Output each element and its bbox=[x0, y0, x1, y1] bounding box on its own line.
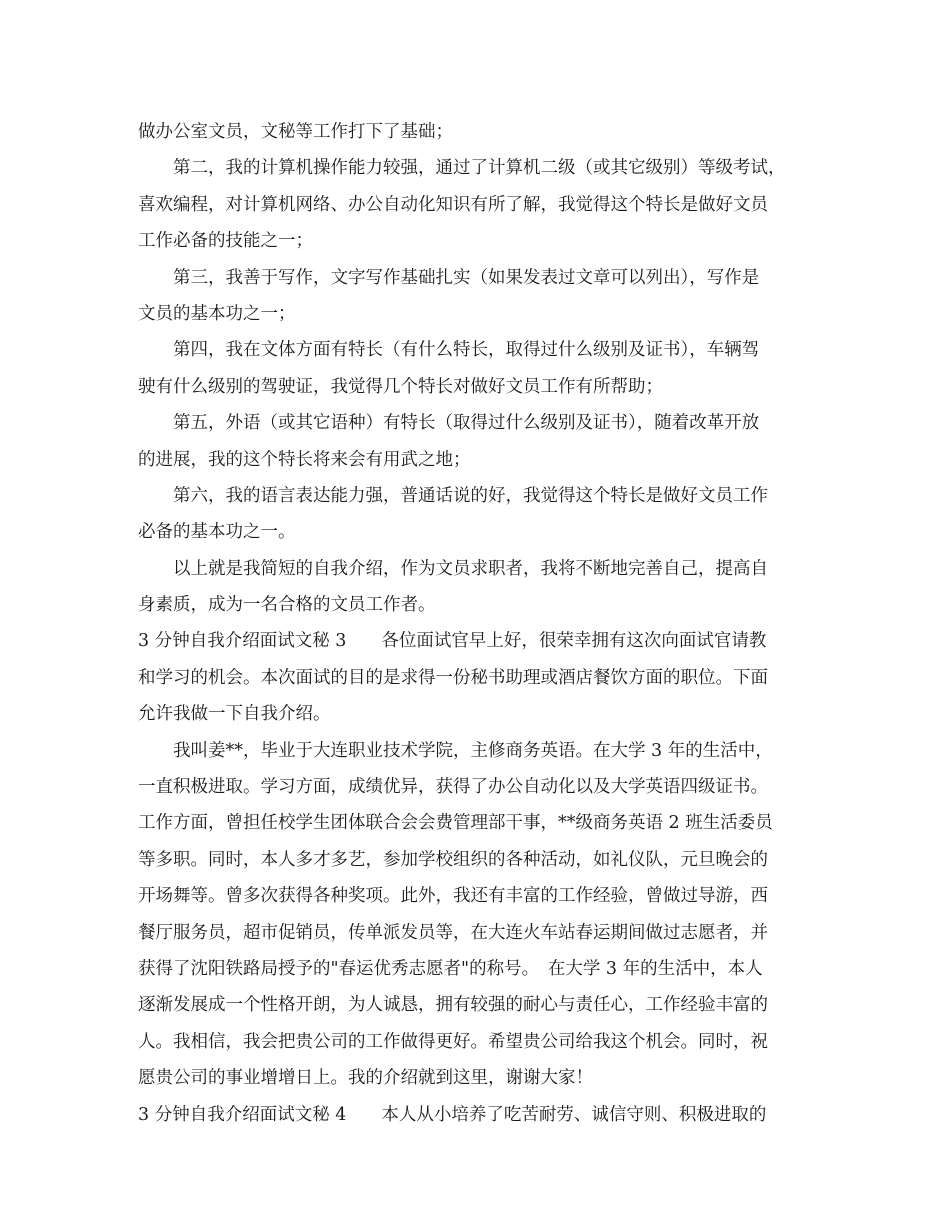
section-heading-line: 3 分钟自我介绍面试文秘 3 各位面试官早上好，很荣幸拥有这次向面试官请教 bbox=[138, 631, 767, 652]
text-line: 喜欢编程，对计算机网络、办公自动化知识有所了解，我觉得这个特长是做好文员 bbox=[138, 194, 768, 215]
paragraph-start-line: 以上就是我简短的自我介绍，作为文员求职者，我将不断地完善自己，提高自 bbox=[173, 558, 768, 579]
text-line: 允许我做一下自我介绍。 bbox=[138, 704, 331, 725]
text-line: 文员的基本功之一； bbox=[138, 303, 296, 324]
text-line: 获得了沈阳铁路局授予的"春运优秀志愿者"的称号。 在大学 3 年的生活中，本人 bbox=[138, 958, 763, 979]
text-line: 工作必备的技能之一； bbox=[138, 231, 313, 252]
paragraph-start-line: 第五，外语（或其它语种）有特长（取得过什么级别及证书），随着改革开放 bbox=[173, 413, 760, 434]
text-line: 愿贵公司的事业增增日上。我的介绍就到这里，谢谢大家！ bbox=[138, 1068, 593, 1089]
paragraph-start-line: 第二，我的计算机操作能力较强，通过了计算机二级（或其它级别）等级考试， bbox=[173, 158, 786, 179]
text-line: 等多职。同时，本人多才多艺，参加学校组织的各种活动，如礼仪队，元旦晚会的 bbox=[138, 849, 768, 870]
paragraph-start-line: 第三，我善于写作，文字写作基础扎实（如果发表过文章可以列出），写作是 bbox=[173, 267, 760, 288]
text-line: 人。我相信，我会把贵公司的工作做得更好。希望贵公司给我这个机会。同时，祝 bbox=[138, 1031, 768, 1052]
text-line: 做办公室文员，文秘等工作打下了基础； bbox=[138, 122, 453, 142]
text-line: 一直积极进取。学习方面，成绩优异，获得了办公自动化以及大学英语四级证书。 bbox=[138, 777, 768, 798]
text-line: 工作方面，曾担任校学生团体联合会会费管理部干事，**级商务英语 2 班生活委员 bbox=[138, 813, 773, 834]
text-line: 身素质，成为一名合格的文员工作者。 bbox=[138, 595, 436, 616]
text-line: 餐厅服务员，超市促销员，传单派发员等，在大连火车站春运期间做过志愿者，并 bbox=[138, 922, 768, 943]
paragraph-start-line: 第六，我的语言表达能力强，普通话说的好，我觉得这个特长是做好文员工作 bbox=[173, 485, 768, 506]
text-line: 开场舞等。曾多次获得各种奖项。此外，我还有丰富的工作经验，曾做过导游，西 bbox=[138, 886, 768, 907]
text-line: 的进展，我的这个特长将来会有用武之地； bbox=[138, 449, 471, 470]
document-body bbox=[138, 114, 818, 1133]
text-line: 驶有什么级别的驾驶证，我觉得几个特长对做好文员工作有所帮助； bbox=[138, 376, 663, 397]
text-line: 和学习的机会。本次面试的目的是求得一份秘书助理或酒店餐饮方面的职位。下面 bbox=[138, 667, 768, 688]
paragraph-start-line: 第四，我在文体方面有特长（有什么特长，取得过什么级别及证书），车辆驾 bbox=[173, 340, 760, 361]
section-heading-line: 3 分钟自我介绍面试文秘 4 本人从小培养了吃苦耐劳、诚信守则、积极进取的 bbox=[138, 1104, 767, 1125]
paragraph-start-line: 我叫姜**，毕业于大连职业技术学院，主修商务英语。在大学 3 年的生活中， bbox=[173, 740, 773, 761]
text-line: 逐渐发展成一个性格开朗，为人诚恳，拥有较强的耐心与责任心，工作经验丰富的 bbox=[138, 995, 768, 1016]
text-line: 必备的基本功之一。 bbox=[138, 522, 296, 543]
